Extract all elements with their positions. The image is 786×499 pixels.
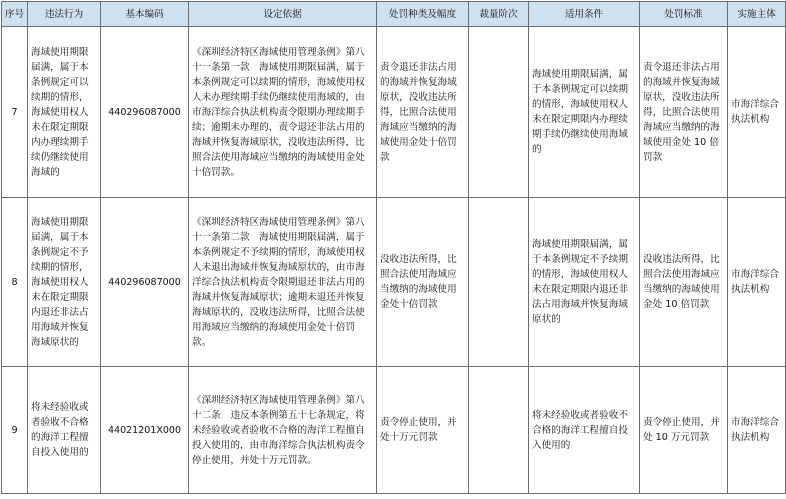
table-row <box>2 367 786 494</box>
cell-basis: 《深圳经济特区海域使用管理条例》第八十一条第一款 海域使用期限届满，属于本条例规定可以续期的情形，海域使用权人未办理续期手续仍继续使用海域的，由市海洋综合执法机构责令限期办理续期手续；逾期未办理的，责令退还非法占用的海域并恢复海域原状，没收违法所得，比照合法使用海域应当缴纳的海域使用金处十倍罚款。 <box>189 27 377 198</box>
cell-code: 44021201X000 <box>101 367 189 494</box>
cell-standard: 责令退还非法占用的海域并恢复海域原状，没收违法所得，比照合法使用海域应当缴纳的海域使用金处 10 倍罚款 <box>640 27 728 198</box>
penalty-discretion-table <box>1 1 786 494</box>
cell-violation: 海域使用期限届满，属于本条例规定不予续期的情形，海域使用权人未在限定期限内退还非法占用海域并恢复海域原状的 <box>28 198 101 367</box>
cell-penalty: 责令停止使用，并处十万元罚款 <box>377 367 469 494</box>
header-violation: 违法行为 <box>28 2 101 27</box>
cell-basis: 《深圳经济特区海域使用管理条例》第八十二条 违反本条例第五十七条规定，将未经验收或者验收不合格的海洋工程擅自投入使用的，由市海洋综合执法机构责令停止使用，并处十万元罚款。 <box>189 367 377 494</box>
cell-basis: 《深圳经济特区海域使用管理条例》第八十一条第二款 海域使用期限届满，属于本条例规定不予续期的情形，海域使用权人未退出海域并恢复海域原状的，由市海洋综合执法机构责令限期退还非法占用的海域并恢复海域原状；逾期未退还并恢复海域原状的，没收违法所得，比照合法使用海域应当缴纳的海域使用金处十倍罚款。 <box>189 198 377 367</box>
cell-seq: 9 <box>2 367 28 494</box>
cell-condition: 将未经验收或者验收不合格的海洋工程擅自投入使用的 <box>529 367 640 494</box>
header-authority: 实施主体 <box>728 2 786 27</box>
header-condition: 适用条件 <box>529 2 640 27</box>
cell-violation: 将未经验收或者验收不合格的海洋工程擅自投入使用的 <box>28 367 101 494</box>
cell-level <box>469 367 529 494</box>
cell-authority: 市海洋综合执法机构 <box>728 198 786 367</box>
cell-seq: 8 <box>2 198 28 367</box>
table-row <box>2 198 786 367</box>
cell-authority: 市海洋综合执法机构 <box>728 367 786 494</box>
header-penalty: 处罚种类及幅度 <box>377 2 469 27</box>
header-code: 基本编码 <box>101 2 189 27</box>
table-header-row <box>2 2 786 27</box>
cell-violation: 海域使用期限届满，属于本条例规定可以续期的情形，海域使用权人未在限定期限内办理续期手续仍继续使用海域的 <box>28 27 101 198</box>
table-row <box>2 27 786 198</box>
cell-level <box>469 198 529 367</box>
cell-condition: 海域使用期限届满，属于本条例规定可以续期的情形，海域使用权人未在限定期限内办理续期手续仍继续使用海域的 <box>529 27 640 198</box>
header-level: 裁量阶次 <box>469 2 529 27</box>
header-standard: 处罚标准 <box>640 2 728 27</box>
header-seq: 序号 <box>2 2 28 27</box>
header-basis: 设定依据 <box>189 2 377 27</box>
cell-penalty: 没收违法所得，比照合法使用海域应当缴纳的海域使用金处十倍罚款 <box>377 198 469 367</box>
cell-code: 440296087000 <box>101 198 189 367</box>
cell-condition: 海域使用期限届满，属于本条例规定不予续期的情形，海域使用权人未在限定期限内退还非法占用海域并恢复海域原状的 <box>529 198 640 367</box>
cell-level <box>469 27 529 198</box>
cell-code: 440296087000 <box>101 27 189 198</box>
cell-standard: 责令停止使用，并处 10 万元罚款 <box>640 367 728 494</box>
cell-penalty: 责令退还非法占用的海域并恢复海域原状，没收违法所得，比照合法使用海域应当缴纳的海域使用金处十倍罚款 <box>377 27 469 198</box>
cell-seq: 7 <box>2 27 28 198</box>
cell-standard: 没收违法所得，比照合法使用海域应当缴纳的海域使用金处 10 倍罚款 <box>640 198 728 367</box>
cell-authority: 市海洋综合执法机构 <box>728 27 786 198</box>
